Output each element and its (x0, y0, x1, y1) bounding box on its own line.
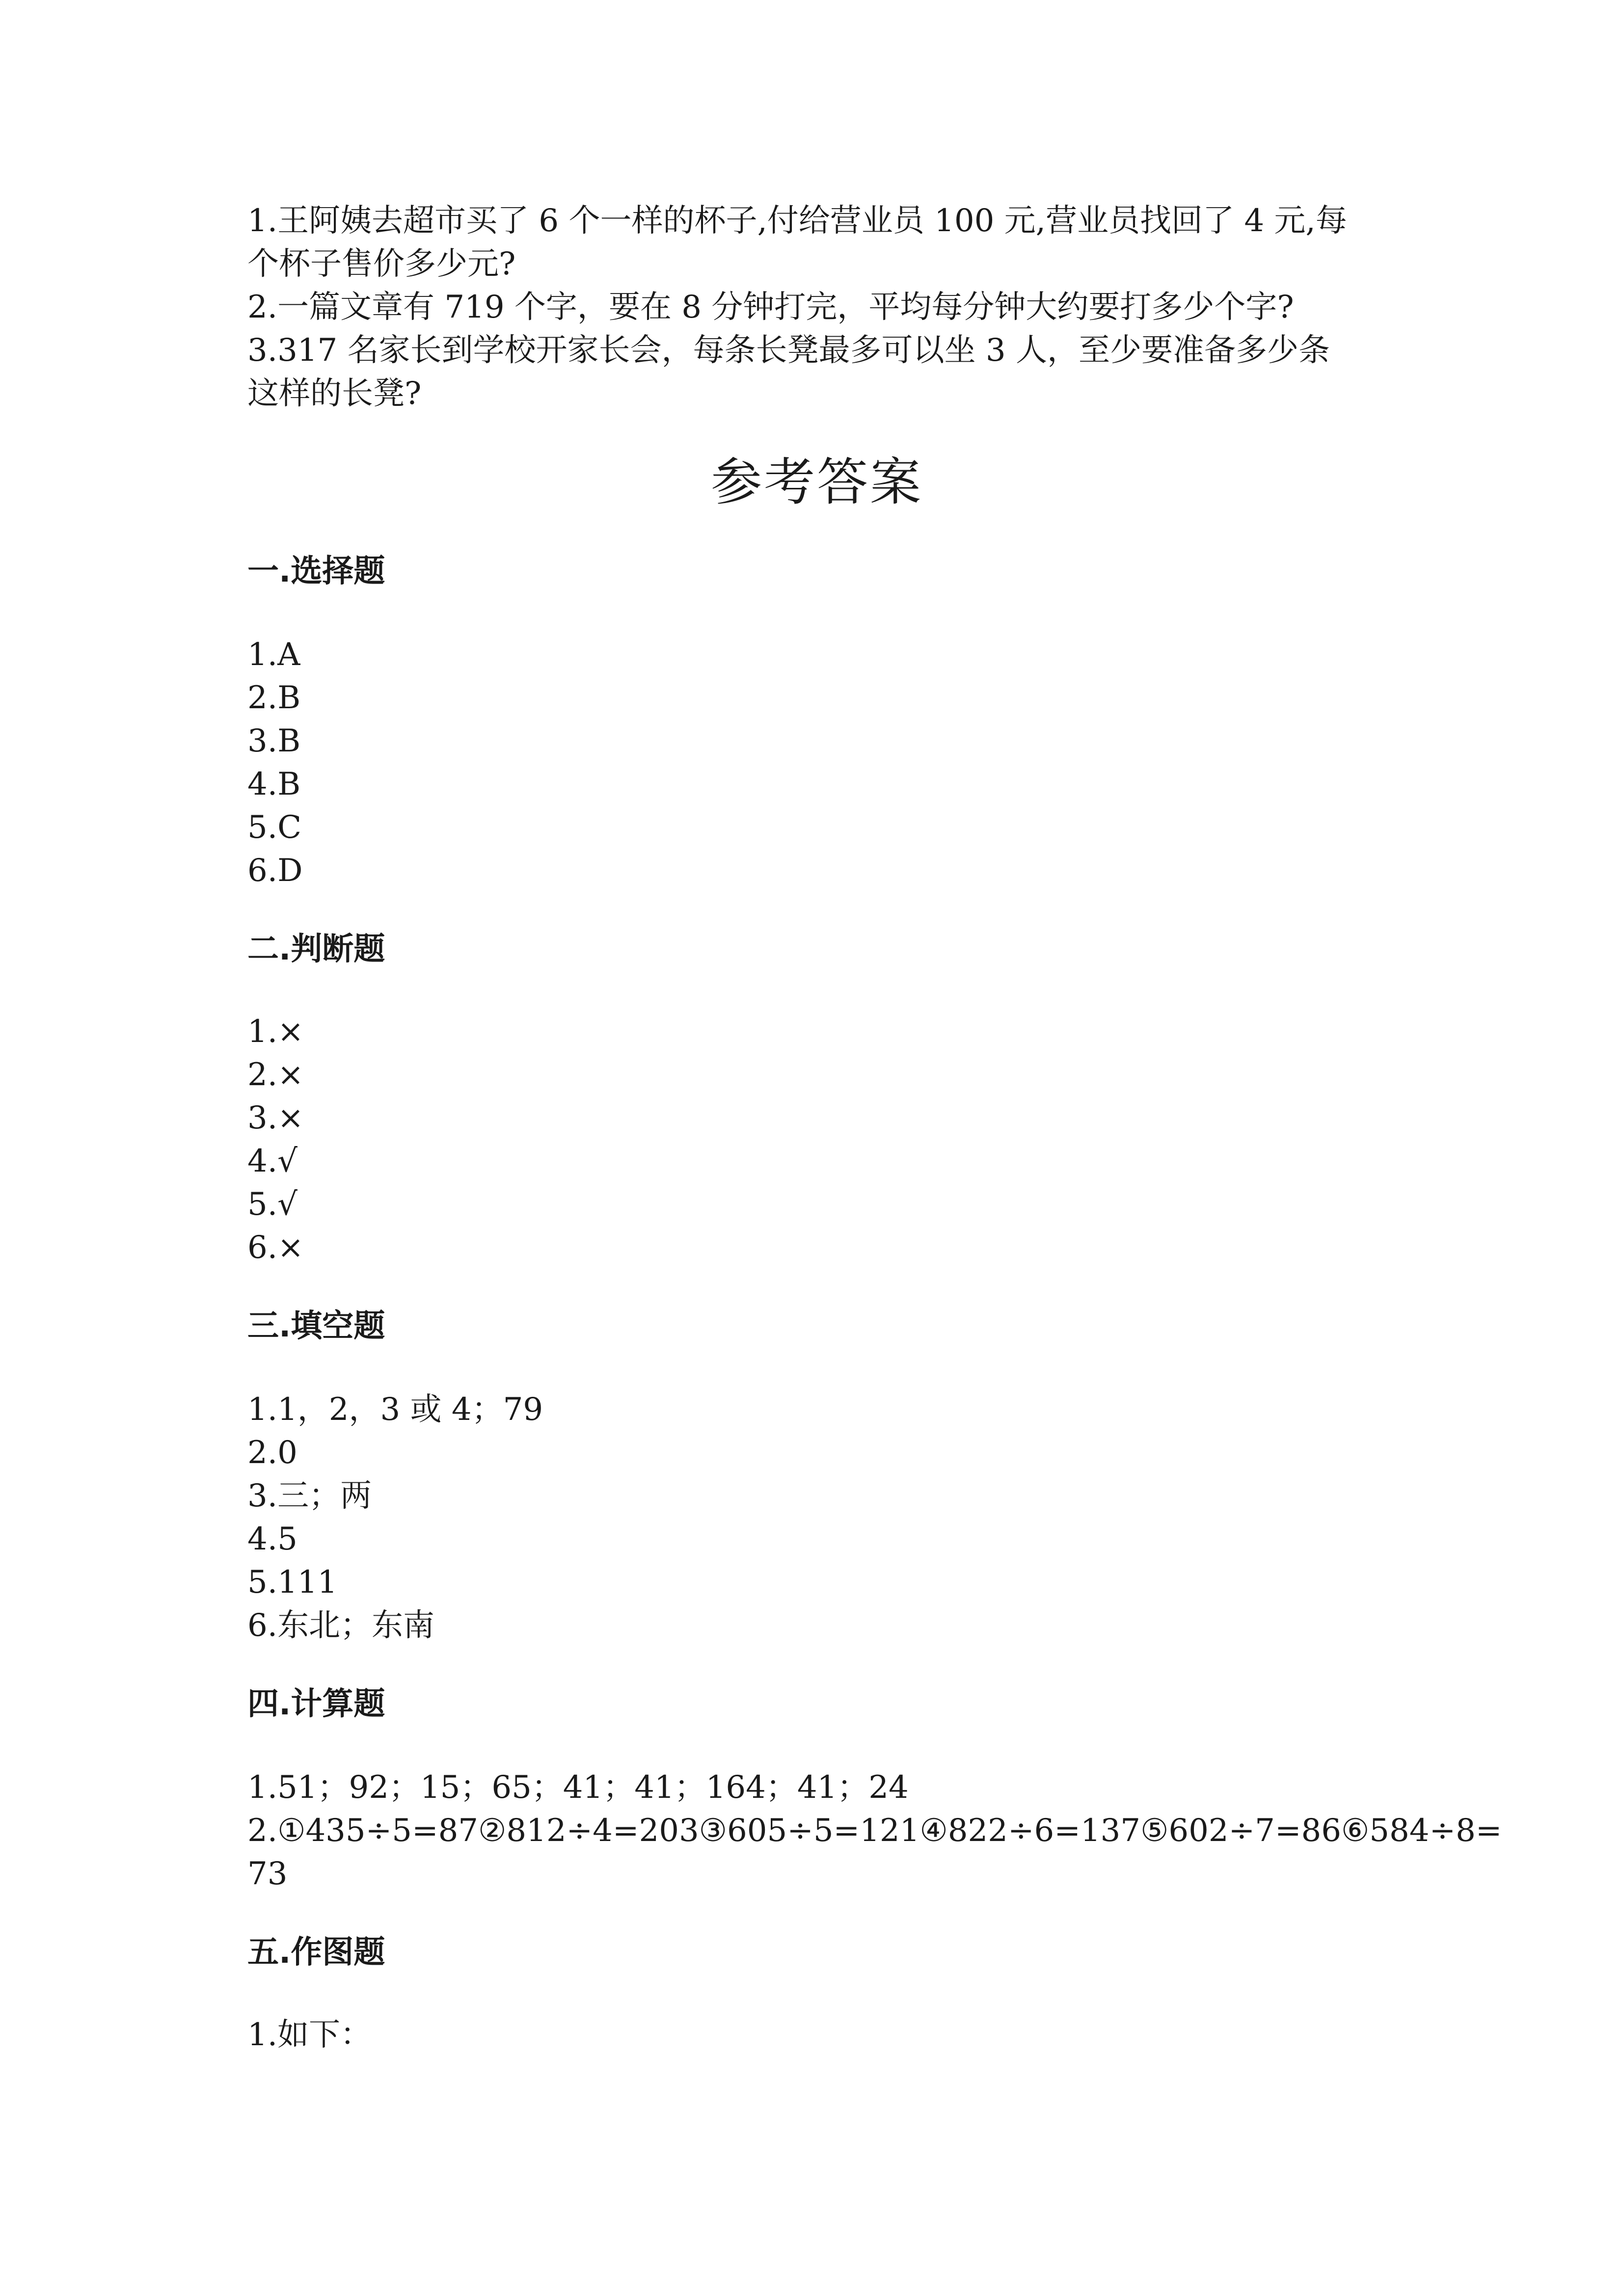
answer-item: 6.D (247, 853, 303, 889)
answer-item: 6.东北；东南 (247, 1607, 435, 1644)
answer-item: 2.①435÷5=87②812÷4=203③605÷5=121④822÷6=137⑤602÷7=86⑥584÷8= (247, 1813, 1502, 1849)
answer-item: 1.1，2，3 或 4；79 (247, 1391, 543, 1428)
answer-item: 5.C (247, 809, 302, 846)
section-heading-drawing: 五.作图题 (247, 1934, 385, 1971)
answer-item: 1.× (247, 1014, 304, 1050)
answer-item: 73 (247, 1856, 288, 1892)
section-heading-judgment: 二.判断题 (247, 931, 385, 967)
answer-item: 2.× (247, 1057, 304, 1093)
answer-item: 4.√ (247, 1143, 298, 1179)
section-heading-calculation: 四.计算题 (247, 1686, 385, 1722)
answer-item: 1.A (247, 637, 300, 673)
answer-item: 5.√ (247, 1186, 298, 1223)
question-line: 1.王阿姨去超市买了 6 个一样的杯子,付给营业员 100 元,营业员找回了 4 元,每 (247, 203, 1347, 239)
question-line: 3.317 名家长到学校开家长会，每条长凳最多可以坐 3 人，至少要准备多少条 (247, 332, 1330, 369)
section-heading-fill-blank: 三.填空题 (247, 1308, 385, 1344)
answer-item: 1.如下： (247, 2017, 372, 2053)
answer-item: 3.三；两 (247, 1478, 372, 1514)
answer-item: 2.B (247, 680, 301, 716)
answer-item: 1.51；92；15；65；41；41；164；41；24 (247, 1769, 909, 1806)
answer-item: 3.B (247, 723, 301, 759)
section-heading-choice: 一.选择题 (247, 553, 385, 589)
answer-item: 2.0 (247, 1435, 298, 1471)
question-line: 这样的长凳? (247, 375, 422, 412)
answer-item: 4.5 (247, 1521, 298, 1557)
question-line: 2.一篇文章有 719 个字，要在 8 分钟打完，平均每分钟大约要打多少个字? (247, 289, 1294, 325)
answer-item: 5.111 (247, 1564, 338, 1601)
answer-title: 参考答案 (710, 452, 923, 512)
answer-item: 6.× (247, 1229, 304, 1266)
question-line: 个杯子售价多少元? (247, 246, 516, 282)
answer-item: 4.B (247, 766, 301, 802)
answer-item: 3.× (247, 1100, 304, 1136)
